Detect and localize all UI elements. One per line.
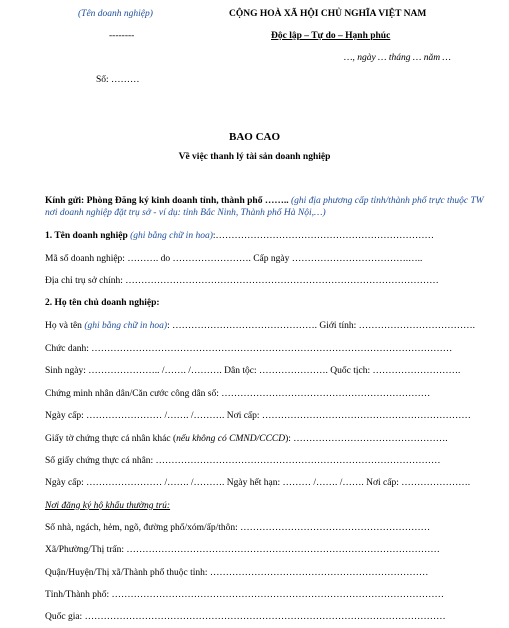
section1-dots: :…………………………………………………………… (212, 231, 435, 241)
tax-code-line: Mã số doanh nghiệp: ………. do ……………………. Cấp ngày ……………………………….….. (45, 254, 423, 264)
doc-number-line: Số giấy chứng thực cá nhân: ……………………………………………………………………………… (45, 456, 441, 466)
address-line: Địa chỉ trụ sở chính: ……………………………………………………………………………………… (45, 276, 439, 286)
header-dashes: -------- (109, 31, 135, 41)
recipient-note: (ghi địa phương cấp tỉnh/thành phố trực thuộc TW nơi doanh nghiệp đặt trụ sở - ví dụ: tỉnh Bắc Ninh, Thành phố Hà Nội,…) (45, 196, 484, 218)
country-line: Quốc gia: …………………………………………………………………………………………………… (45, 612, 446, 622)
province-line: Tỉnh/Thành phố: …………………………………………………………………………………………… (45, 590, 444, 600)
section1-note: (ghi bằng chữ in hoa) (130, 231, 213, 241)
section1-heading (45, 231, 434, 243)
report-subtitle: Về việc thanh lý tài sản doanh nghiệp (178, 152, 331, 162)
ward-line: Xã/Phường/Thị trấn: ……………………………………………………………………………………… (45, 545, 440, 555)
other-doc-label: Giấy tờ chứng thực cá nhân khác ( (45, 434, 177, 444)
recipient (45, 196, 485, 220)
owner-name-line (45, 321, 475, 333)
other-doc-line (45, 434, 448, 446)
id-issue-line: Ngày cấp: …………………… /……. /………. Nơi cấp: ………………………………………………………… (45, 411, 471, 421)
id-number-line: Chứng minh nhân dân/Căn cước công dân số: ………………………………………………………… (45, 389, 431, 399)
owner-name-rest: : ………………………………………. Giới tính: ………………………………. (167, 321, 476, 331)
section2-heading: 2. Họ tên chủ doanh nghiệp: (45, 298, 160, 308)
doc-issue-line: Ngày cấp: …………………… /……. /………. Ngày hết hạn: ……… /……. /……. Nơi cấp: …………………. (45, 478, 471, 488)
national-motto: Độc lập – Tự do – Hạnh phúc (271, 31, 391, 41)
report-title: BAO CAO (228, 131, 281, 143)
nation-name: CỘNG HOÀ XÃ HỘI CHỦ NGHĨA VIỆT NAM (229, 9, 427, 19)
owner-name-label: Họ và tên (45, 321, 82, 331)
street-line: Số nhà, ngách, hẻm, ngõ, đường phố/xóm/ấp/thôn: …………………………………………………… (45, 523, 431, 533)
company-placeholder: (Tên doanh nghiệp) (78, 9, 153, 19)
position-line: Chức danh: …………………………………………………………………………………………………… (45, 344, 453, 354)
residence-heading: Nơi đăng ký hộ khẩu thường trú: (45, 501, 171, 511)
district-line: Quận/Huyện/Thị xã/Thành phố thuộc tỉnh: …………………………………………………………… (45, 568, 429, 578)
other-doc-rest: ): …………………………………………. (285, 434, 448, 444)
owner-name-note: (ghi bằng chữ in hoa) (84, 321, 168, 331)
document-number: Số: ……… (96, 75, 140, 85)
date-line: …, ngày … tháng … năm … (344, 53, 451, 63)
section1-title: 1. Tên doanh nghiệp (45, 231, 128, 241)
birth-line: Sinh ngày: ………………….. /……. /………. Dân tộc: …………………. Quốc tịch: ………………………. (45, 366, 461, 376)
recipient-label: Kính gửi: Phòng Đăng ký kinh doanh tỉnh, thành phố …….. (45, 196, 289, 206)
other-doc-note: nếu không có CMND/CCCD (176, 434, 286, 444)
